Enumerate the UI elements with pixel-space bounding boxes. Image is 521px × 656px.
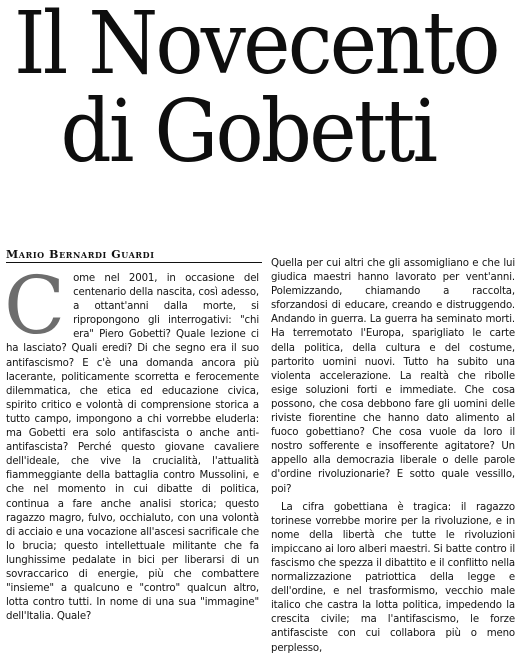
article-paragraph: Quella per cui altri che gli assomigliano e che lui giudica maestri hanno lavorato per vent'anni. Polemizzando, chiamando a raccolta, sforzandosi di educare, creando e distruggendo. Andando in guerra. La guerra ha seminato morti. Ha terremotato l'Europa, sparigliato le carte della politica, della cultura e del costume, partorito uomini nuovi. Tutto ha subito una violenta accelerazione. La realtà che ribolle esige soluzioni forti e immediate. Che cosa possono, che cosa debbono fare gli uomini delle riviste fiorentine che hanno dato alimento al fuoco gobettiano? Che cosa vuole da loro il nostro sofferente e insofferente agitatore? Un appello alla democrazia liberale o delle parole d'ordine rivoluzionarie? E sotto quale vessillo, poi? (271, 258, 515, 495)
headline-line-1: Il Novecento (14, 0, 498, 94)
paragraph-text: ome nel 2001, in occasione del centenario della nascita, così adesso, a ottant'anni dalla morte, si ripropongono gli interrogativi: "chi era" Piero Gobetti? Quale lezione ci ha lasciato? Quali eredi? Di che segno era il suo antifascismo? E c'è una domanda ancora più lacerante, politicamente scorretta e ferocemente dilemmatica, che etica ed educazione civica, spirito critico e volontà di comprensione storica a tutto campo, impongono a chi vorrebbe eluderla: ma Gobetti era solo antifascista o anche anti-antifascista? Perché questo giovane cavaliere dell'ideale, che vive la crucialità, l'attualità fiammeggiante della battaglia contro Mussolini, e che nel momento in cui dibatte di politica, continua a fare anche analisi storica; questo ragazzo magro, fulvo, occhialuto, con una volontà di acciaio e una vocazione all'ascesi sacrificale che lo brucia; questo intellettuale militante che fa lunghissime pedalate in bici per liberarsi di un sovraccarico di energie, più che combattere "insieme" a qualcuno e "contro" qualcun altro, lotta contro tutti. In nome di una sua "immagine" dell'Italia. Quale? (6, 273, 259, 623)
headline-line-2: di Gobetti (60, 82, 436, 182)
article-paragraph: La cifra gobettiana è tragica: il ragazzo torinese vorrebbe morire per la rivoluzione, e in nome della libertà che tutte le rivoluzioni impiccano ai loro alberi maestri. Si batte contro il fascismo che spezza il dibattito e il conflitto nella normalizzazione patriottica della legge e dell'ordine, e nel trasformismo, vecchio male italico che castra la lotta politica, impedendo la crescita civile; ma l'antifascismo, le forze antifasciste con cui collabora più o meno perplesso, (271, 501, 515, 654)
byline: Mario Bernardi Guardi (6, 248, 155, 261)
article-paragraph (4, 259, 259, 624)
drop-cap: C (4, 259, 66, 352)
article-column-right (271, 257, 515, 656)
headline (14, 0, 498, 182)
article-column-left (4, 259, 259, 624)
